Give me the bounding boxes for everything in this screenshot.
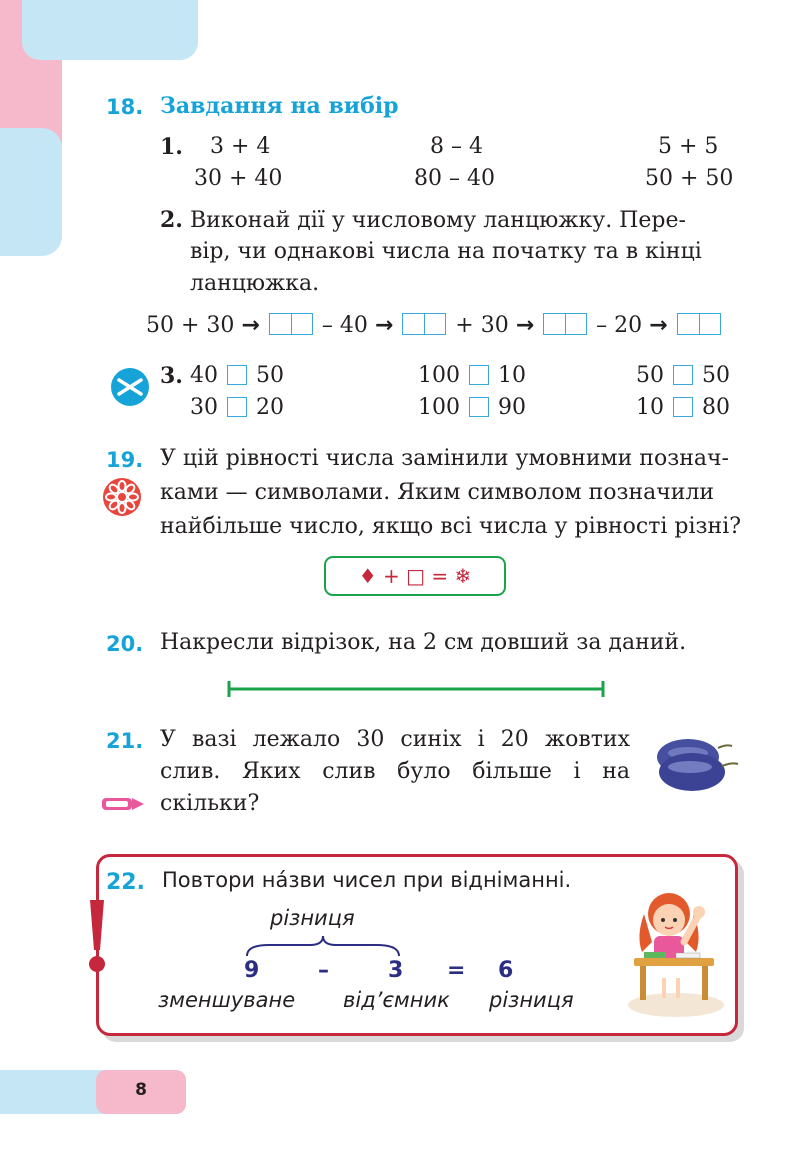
- number-chain: [146, 310, 723, 342]
- flower-icon: [102, 477, 142, 517]
- task-21-number: 21.: [106, 729, 144, 753]
- expr: 3 + 4: [210, 134, 271, 159]
- task-18-sub2-line1: Виконай дії у числовому ланцюжку. Пере-: [189, 208, 686, 233]
- corner-decoration-blue: [22, 0, 198, 60]
- task-20-text: Накресли відрізок, на 2 см довший за даний.: [160, 630, 687, 655]
- compare-box[interactable]: [227, 365, 247, 385]
- arrow-icon: →: [649, 313, 668, 338]
- minuend-label: зменшуване: [158, 988, 296, 1012]
- task-20-number: 20.: [106, 632, 144, 656]
- compare-box[interactable]: [469, 365, 489, 385]
- compare-item: 100 90: [418, 395, 526, 420]
- expr: 50 + 50: [645, 166, 734, 191]
- task-18-sub1-number: 1.: [160, 134, 183, 160]
- compare-item: 40 50: [190, 363, 284, 388]
- task-18-sub2-line2: вір, чи однакові числа на початку та в кінці: [190, 239, 702, 264]
- equals-sign: =: [447, 958, 466, 983]
- task-18-sub2-line3: ланцюжка.: [190, 271, 320, 296]
- compare-box[interactable]: [673, 397, 693, 417]
- task-19-line2: ками — символами. Яким символом позначили: [160, 480, 715, 505]
- difference-value: 6: [498, 958, 514, 983]
- compare-item: 50 50: [636, 363, 730, 388]
- pair-work-icon: [110, 367, 150, 407]
- curly-brace: [244, 934, 402, 958]
- expr: 80 – 40: [414, 166, 495, 191]
- task-18-sub2-number: 2.: [160, 207, 183, 233]
- expr: 8 – 4: [430, 134, 483, 159]
- pencil-icon: [100, 792, 146, 816]
- task-21-line3: скільки?: [160, 791, 260, 816]
- answer-box-double[interactable]: [402, 313, 446, 335]
- brace-label: різниця: [270, 906, 355, 930]
- task-18-sub3-number: 3.: [160, 363, 183, 389]
- exclamation-icon: [86, 896, 108, 976]
- task-19-line3: найбільше число, якщо всі числа у рівності різні?: [160, 514, 742, 539]
- subtrahend-label: від’ємник: [343, 988, 450, 1012]
- minus-sign: –: [318, 958, 329, 983]
- difference-label: різниця: [489, 988, 574, 1012]
- girl-at-desk-illustration: [626, 880, 726, 1020]
- chain-step: – 40: [321, 313, 368, 338]
- answer-box-double[interactable]: [677, 313, 721, 335]
- symbol-equation: ♦ + □ = ❄: [324, 556, 506, 596]
- compare-item: 10 80: [636, 395, 730, 420]
- expr: 30 + 40: [194, 166, 283, 191]
- task-22-title: Повтори на́зви чисел при відніманні.: [162, 868, 572, 892]
- task-21-line2: слив. Яких слив було більше і на: [160, 759, 630, 784]
- arrow-icon: →: [374, 313, 394, 338]
- task-19-line1: У цій рівності числа замінили умовними познач-: [160, 446, 729, 471]
- plums-illustration: [652, 734, 742, 794]
- subtrahend-value: 3: [388, 958, 404, 983]
- compare-box[interactable]: [469, 397, 489, 417]
- compare-item: 100 10: [418, 363, 526, 388]
- arrow-icon: →: [241, 313, 260, 338]
- chain-step: – 20: [596, 313, 643, 338]
- arrow-icon: →: [515, 313, 535, 338]
- compare-box[interactable]: [673, 365, 693, 385]
- task-19-number: 19.: [106, 448, 144, 472]
- expr: 5 + 5: [658, 134, 719, 159]
- minuend-value: 9: [244, 958, 260, 983]
- compare-box[interactable]: [227, 397, 247, 417]
- given-segment: [224, 678, 608, 700]
- task-18-title: Завдання на вибір: [160, 93, 399, 119]
- answer-box-double[interactable]: [543, 313, 587, 335]
- task-18-number: 18.: [106, 95, 144, 119]
- page-number: 8: [135, 1080, 147, 1100]
- task-21-line1: У вазі лежало 30 синіх і 20 жовтих: [160, 727, 630, 752]
- chain-step: 50 + 30: [146, 313, 235, 338]
- task-18-sub2-text: [160, 204, 750, 237]
- chain-step: + 30: [455, 313, 509, 338]
- task-22-number: 22.: [106, 870, 145, 895]
- side-decoration-blue: [0, 128, 62, 256]
- answer-box-double[interactable]: [269, 313, 313, 335]
- compare-item: 30 20: [190, 395, 284, 420]
